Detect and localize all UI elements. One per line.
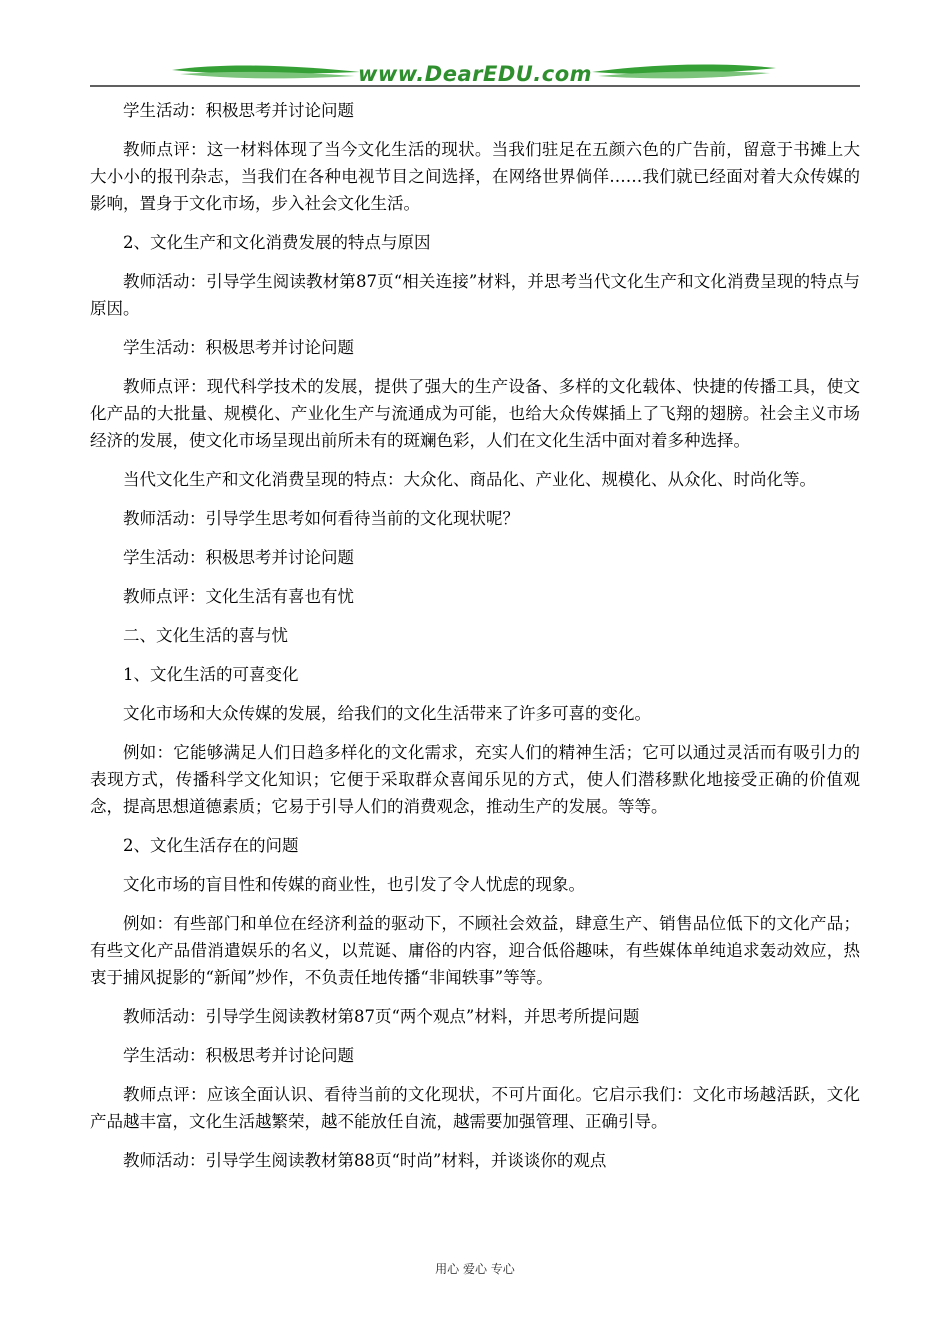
paragraph: 教师活动：引导学生阅读教材第87页“两个观点”材料，并思考所提问题 [123, 1007, 640, 1026]
paragraph: 教师活动：引导学生阅读教材第87页“相关连接”材料，并思考当代文化生产和文化消费呈现的特点与原因。 [90, 272, 860, 318]
paragraph: 教师点评：现代科学技术的发展，提供了强大的生产设备、多样的文化载体、快捷的传播工具，使文化产品的大批量、规模化、产业化生产与流通成为可能，也给大众传媒插上了飞翔的翅膀。社会主义市场经济的发展，使文化市场呈现出前所未有的斑斓色彩，人们在文化生活中面对着多种选择。 [90, 377, 860, 450]
section-heading: 1、文化生活的可喜变化 [123, 665, 299, 684]
paragraph: 当代文化生产和文化消费呈现的特点：大众化、商品化、产业化、规模化、从众化、时尚化等。 [123, 470, 816, 489]
paragraph: 教师活动：引导学生思考如何看待当前的文化现状呢？ [123, 509, 519, 528]
paragraph: 学生活动：积极思考并讨论问题 [123, 338, 354, 357]
paragraph: 例如：有些部门和单位在经济利益的驱动下，不顾社会效益，肆意生产、销售品位低下的文化产品；有些文化产品借消遣娱乐的名义，以荒诞、庸俗的内容，迎合低俗趣味，有些媒体单纯追求轰动效应，热衷于捕风捉影的“新闻”炒作，不负责任地传播“非闻轶事”等等。 [90, 914, 860, 987]
paragraph: 教师点评：应该全面认识、看待当前的文化现状，不可片面化。它启示我们：文化市场越活跃，文化产品越丰富，文化生活越繁荣，越不能放任自流，越需要加强管理、正确引导。 [90, 1085, 860, 1131]
paragraph: 例如：它能够满足人们日趋多样化的文化需求，充实人们的精神生活；它可以通过灵活而有吸引力的表现方式，传播科学文化知识；它便于采取群众喜闻乐见的方式，使人们潜移默化地接受正确的价值观念，提高思想道德素质；它易于引导人们的消费观念，推动生产的发展。等等。 [90, 743, 860, 816]
paragraph: 学生活动：积极思考并讨论问题 [123, 548, 354, 567]
paragraph: 学生活动：积极思考并讨论问题 [123, 1046, 354, 1065]
site-logo-text: www.DearEDU.com [357, 62, 593, 86]
paragraph: 教师活动：引导学生阅读教材第88页“时尚”材料，并谈谈你的观点 [123, 1151, 607, 1170]
section-heading: 2、文化生活存在的问题 [123, 836, 299, 855]
page-footer: 用心 爱心 专心 [435, 1262, 515, 1276]
paragraph: 教师点评：文化生活有喜也有忧 [123, 587, 354, 606]
section-heading: 2、文化生产和文化消费发展的特点与原因 [123, 233, 431, 252]
paragraph: 文化市场的盲目性和传媒的商业性，也引发了令人忧虑的现象。 [123, 875, 585, 894]
paragraph: 学生活动：积极思考并讨论问题 [123, 101, 354, 120]
paragraph: 文化市场和大众传媒的发展，给我们的文化生活带来了许多可喜的变化。 [123, 704, 651, 723]
paragraph: 教师点评：这一材料体现了当今文化生活的现状。当我们驻足在五颜六色的广告前，留意于书摊上大大小小的报刊杂志，当我们在各种电视节目之间选择，在网络世界倘佯……我们就已经面对着大众传媒的影响，置身于文化市场，步入社会文化生活。 [90, 140, 860, 213]
document-body [90, 97, 860, 1186]
section-heading: 二、文化生活的喜与忧 [123, 626, 288, 645]
page-header [0, 0, 950, 95]
